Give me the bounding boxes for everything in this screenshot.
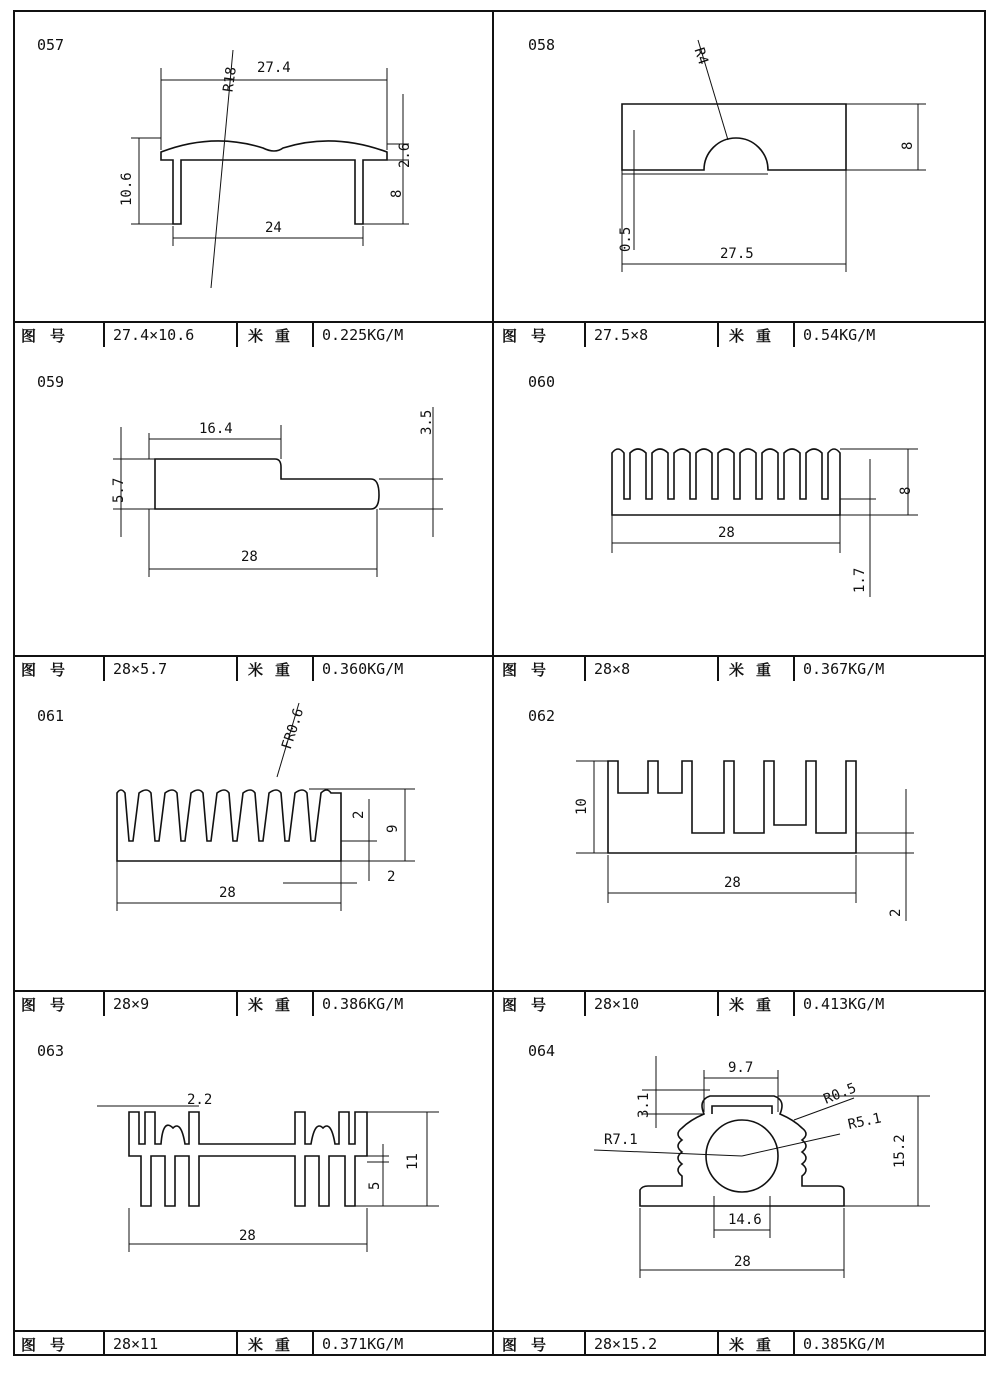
profile-size: 28×11 (105, 1332, 238, 1356)
profile-drawing-057 (13, 10, 494, 320)
profile-drawing-059 (13, 347, 494, 655)
profile-number: 057 (37, 36, 65, 54)
label-weight: 米重 (719, 1332, 795, 1356)
profile-footer (494, 321, 986, 347)
label-weight: 米重 (719, 323, 795, 347)
profile-size: 28×9 (105, 992, 238, 1016)
dim-leg-span: 24 (265, 220, 282, 236)
label-figure-no: 图号 (13, 1332, 105, 1356)
profile-cell-060 (494, 347, 986, 681)
label-weight: 米重 (719, 657, 795, 681)
dim-fillet: FR0.6 (278, 706, 308, 752)
label-weight: 米重 (238, 1332, 314, 1356)
label-figure-no: 图号 (13, 992, 105, 1016)
profile-weight: 0.386KG/M (322, 995, 404, 1013)
dim-width: 28 (219, 885, 236, 901)
profile-cell-059 (13, 347, 494, 681)
profile-weight: 0.225KG/M (322, 326, 404, 344)
dim-radius-mid: R5.1 (846, 1110, 883, 1134)
dim-top-width: 9.7 (728, 1060, 754, 1076)
profile-weight: 0.371KG/M (322, 1335, 404, 1353)
dim-width-top: 27.4 (257, 60, 291, 76)
dim-height: 10.6 (119, 172, 135, 206)
profile-drawing-060 (494, 347, 986, 655)
profile-footer (13, 655, 494, 681)
dim-radius: R18 (220, 65, 240, 94)
profile-number: 060 (528, 373, 556, 391)
dim-step-width: 16.4 (199, 421, 233, 437)
profile-number: 064 (528, 1042, 556, 1060)
profile-size: 28×5.7 (105, 657, 238, 681)
profile-footer (494, 990, 986, 1016)
profile-footer (13, 1330, 494, 1356)
profile-cell-061 (13, 681, 494, 1016)
profile-weight: 0.413KG/M (803, 995, 885, 1013)
dim-base-thickness: 0.5 (618, 226, 634, 252)
dim-height: 5.7 (111, 477, 127, 503)
dim-height: 11 (405, 1153, 421, 1170)
label-weight: 米重 (238, 323, 314, 347)
dim-radius: R4 (690, 45, 711, 67)
dim-radius-small: R0.5 (821, 1080, 859, 1108)
profile-number: 059 (37, 373, 65, 391)
profile-size: 27.4×10.6 (105, 323, 238, 347)
dim-width: 28 (734, 1254, 751, 1270)
profile-footer (13, 321, 494, 347)
profile-drawing-061 (13, 681, 494, 990)
profile-drawing-064 (494, 1016, 986, 1330)
profile-cell-064 (494, 1016, 986, 1356)
dim-height: 8 (898, 486, 914, 495)
dim-height: 15.2 (892, 1134, 908, 1168)
label-figure-no: 图号 (494, 1332, 586, 1356)
label-figure-no: 图号 (494, 323, 586, 347)
dim-height: 10 (574, 798, 590, 815)
label-figure-no: 图号 (494, 657, 586, 681)
profile-cell-062 (494, 681, 986, 1016)
label-weight: 米重 (719, 992, 795, 1016)
dim-fin-width: 2.2 (187, 1092, 213, 1108)
label-weight: 米重 (238, 992, 314, 1016)
profile-number: 061 (37, 707, 65, 725)
dim-top-lip: 3.1 (636, 1092, 652, 1118)
profile-number: 063 (37, 1042, 65, 1060)
label-figure-no: 图号 (13, 657, 105, 681)
dim-leg-height: 8 (389, 189, 405, 198)
profile-footer (13, 990, 494, 1016)
profile-weight: 0.360KG/M (322, 660, 404, 678)
profile-size: 27.5×8 (586, 323, 719, 347)
label-figure-no: 图号 (13, 323, 105, 347)
label-figure-no: 图号 (494, 992, 586, 1016)
profile-drawing-063 (13, 1016, 494, 1330)
dim-top-thickness: 2.6 (397, 142, 413, 168)
profile-footer (494, 655, 986, 681)
profile-number: 058 (528, 36, 556, 54)
dim-base-thickness: 1.7 (852, 567, 868, 593)
profile-weight: 0.54KG/M (803, 326, 876, 344)
profile-cell-063 (13, 1016, 494, 1356)
dim-width: 27.5 (720, 246, 754, 262)
dim-width: 28 (718, 525, 735, 541)
dim-radius-large: R7.1 (604, 1132, 638, 1148)
dim-width: 28 (239, 1228, 256, 1244)
profile-footer (494, 1330, 986, 1356)
dim-height: 8 (900, 141, 916, 150)
dim-fin-gap: 2 (351, 810, 367, 819)
profile-number: 062 (528, 707, 556, 725)
dim-height: 9 (385, 824, 401, 833)
profile-drawing-062 (494, 681, 986, 990)
profile-cell-057 (13, 10, 494, 347)
profile-drawing-058 (494, 10, 986, 320)
profile-size: 28×8 (586, 657, 719, 681)
profile-size: 28×15.2 (586, 1332, 719, 1356)
profile-size: 28×10 (586, 992, 719, 1016)
dim-width: 28 (724, 875, 741, 891)
profile-weight: 0.385KG/M (803, 1335, 885, 1353)
dim-lower-fin: 5 (367, 1181, 383, 1190)
profile-weight: 0.367KG/M (803, 660, 885, 678)
dim-step-height: 3.5 (419, 409, 435, 435)
dim-base-thickness: 2 (888, 908, 904, 917)
dim-base-thickness: 2 (387, 869, 396, 885)
dim-width: 28 (241, 549, 258, 565)
profile-cell-058 (494, 10, 986, 347)
label-weight: 米重 (238, 657, 314, 681)
dim-inner-width: 14.6 (728, 1212, 762, 1228)
